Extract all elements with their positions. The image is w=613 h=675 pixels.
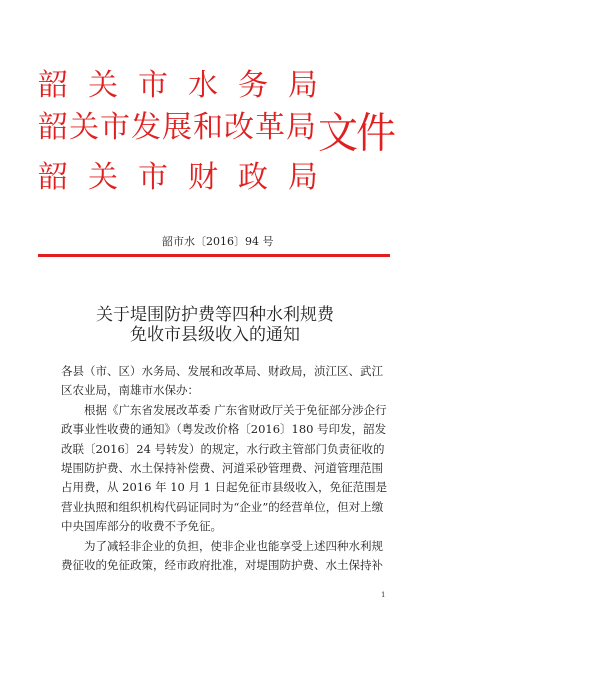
body-paragraph-2: 为了减轻非企业的负担，使非企业也能享受上述四种水利规费征收的免征政策，经市政府批准，对堤围防护费、水土保持补 [61, 538, 383, 573]
red-divider-line [38, 254, 390, 257]
issuer-development-reform-bureau: 韶关市发展和改革局 [38, 110, 317, 145]
issuer-finance-bureau: 韶关市财政局 [38, 160, 338, 195]
addressee: 各县（市、区）水务局、发展和改革局、财政局，浈江区、武江区农业局，南雄市水保办： [61, 364, 383, 398]
document-body [61, 362, 390, 575]
issuer-water-bureau: 韶关市水务局 [38, 68, 338, 103]
title-line-1: 关于堤围防护费等四种水利规费 [96, 305, 334, 325]
body-paragraph-1: 根据《广东省发展改革委 广东省财政厅关于免征部分涉企行政事业性收费的通知》（粤发改价格〔2016〕180 号印发，韶发改联〔2016〕24 号转发）的规定，水行政主管部门负责征收的堤围防护费、水土保持补偿费、河道采砂管理费、河道管理范围占用费，从 2016 年 10 月 1 日起免征市县级收入，免征范围是营业执照和组织机构代码证同时为“企业”的经营单位，但对上缴中央国库部分的收费不予免征。 [61, 402, 388, 534]
title-line-2: 免收市县级收入的通知 [130, 325, 300, 345]
page-number: 1 [381, 591, 386, 599]
document-number: 韶市水〔2016〕94 号 [162, 235, 274, 248]
document-mark-wenjian: 文件 [318, 109, 394, 159]
